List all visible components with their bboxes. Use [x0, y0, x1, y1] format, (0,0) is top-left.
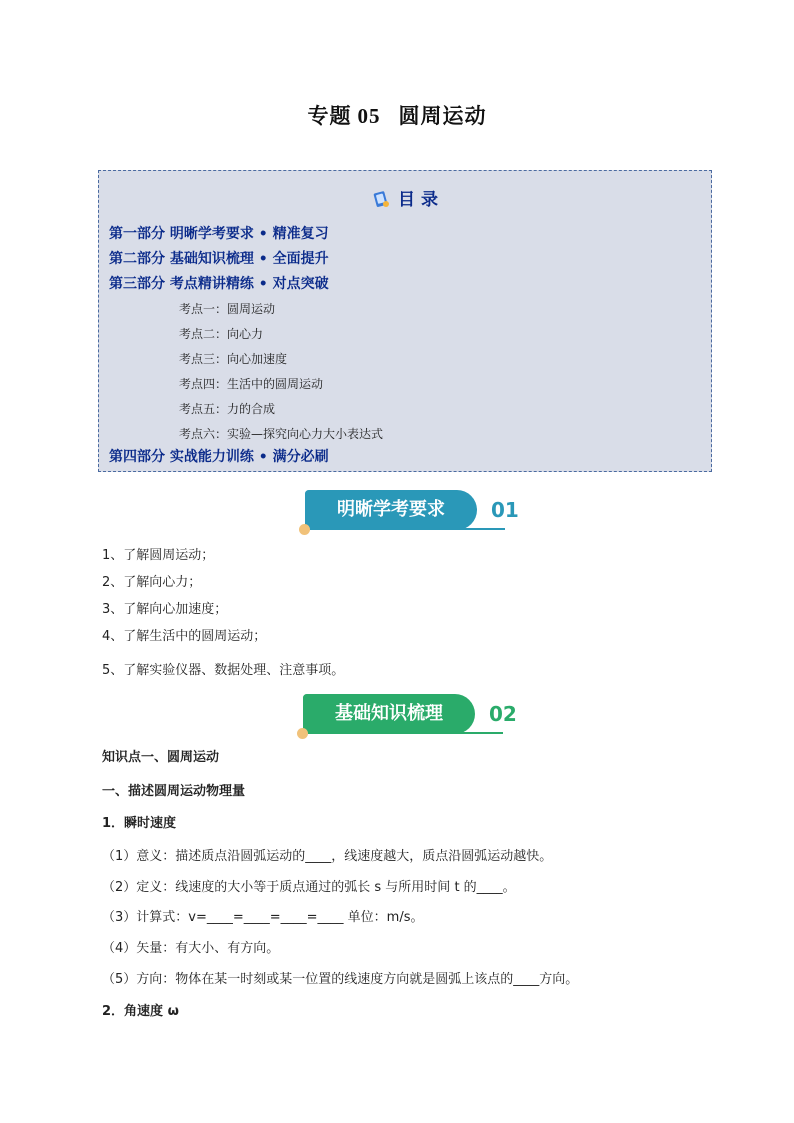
knowledge-point-title: 知识点一、圆周运动 — [102, 750, 220, 765]
toc-point-2[interactable]: 考点二：向心力 — [179, 327, 264, 341]
title-prefix: 专题 — [307, 103, 352, 128]
content-line-5: （5）方向：物体在某一时刻或某一位置的线速度方向就是圆弧上该点的____方向。 — [102, 972, 579, 987]
toc-part-1[interactable]: 第一部分 明晰学考要求 • 精准复习 — [109, 226, 329, 242]
page-title — [0, 100, 794, 130]
requirement-item-3: 3、了解向心加速度； — [102, 602, 228, 617]
toc-heading-text: 目 录 — [398, 190, 438, 210]
section-banner-2-dot — [297, 728, 308, 739]
heading-angular-velocity: 2．角速度 ω — [102, 1004, 179, 1019]
requirement-item-2: 2、了解向心力； — [102, 575, 202, 590]
requirement-item-1: 1、了解圆周运动； — [102, 548, 215, 563]
heading-linear-velocity: 1．瞬时速度 — [102, 816, 177, 831]
toc-point-3[interactable]: 考点三：向心加速度 — [179, 352, 288, 366]
sub-section-title: 一、描述圆周运动物理量 — [102, 784, 246, 799]
section-banner-2-underline — [303, 732, 503, 734]
section-banner-2-number: 02 — [489, 702, 517, 726]
toc-part-4[interactable]: 第四部分 实战能力训练 • 满分必刷 — [109, 449, 329, 465]
toc-point-4[interactable]: 考点四：生活中的圆周运动 — [179, 377, 324, 391]
section-banner-2 — [303, 694, 523, 734]
content-line-3: （3）计算式：v=____=____=____=____ 单位：m/s。 — [102, 910, 424, 925]
section-banner-1 — [305, 490, 525, 530]
section-banner-1-label: 明晰学考要求 — [305, 490, 477, 530]
toc-point-6[interactable]: 考点六：实验—探究向心力大小表达式 — [179, 427, 384, 441]
toc-part-2[interactable]: 第二部分 基础知识梳理 • 全面提升 — [109, 251, 329, 267]
content-line-2: （2）定义：线速度的大小等于质点通过的弧长 s 与所用时间 t 的____。 — [102, 880, 516, 895]
toc-heading — [99, 185, 711, 210]
table-of-contents — [98, 170, 712, 472]
toc-part-3[interactable]: 第三部分 考点精讲精练 • 对点突破 — [109, 276, 329, 292]
toc-point-1[interactable]: 考点一：圆周运动 — [179, 302, 276, 316]
section-banner-1-dot — [299, 524, 310, 535]
book-icon — [372, 189, 392, 209]
section-banner-2-label: 基础知识梳理 — [303, 694, 475, 734]
section-banner-1-underline — [305, 528, 505, 530]
title-name: 圆周运动 — [398, 103, 487, 128]
requirement-item-5: 5、了解实验仪器、数据处理、注意事项。 — [102, 663, 345, 678]
content-line-1: （1）意义：描述质点沿圆弧运动的____，线速度越大，质点沿圆弧运动越快。 — [102, 849, 553, 864]
content-line-4: （4）矢量：有大小、有方向。 — [102, 941, 280, 956]
requirement-item-4: 4、了解生活中的圆周运动； — [102, 629, 267, 644]
title-number: 05 — [357, 104, 381, 128]
toc-point-5[interactable]: 考点五：力的合成 — [179, 402, 276, 416]
section-banner-1-number: 01 — [491, 498, 519, 522]
